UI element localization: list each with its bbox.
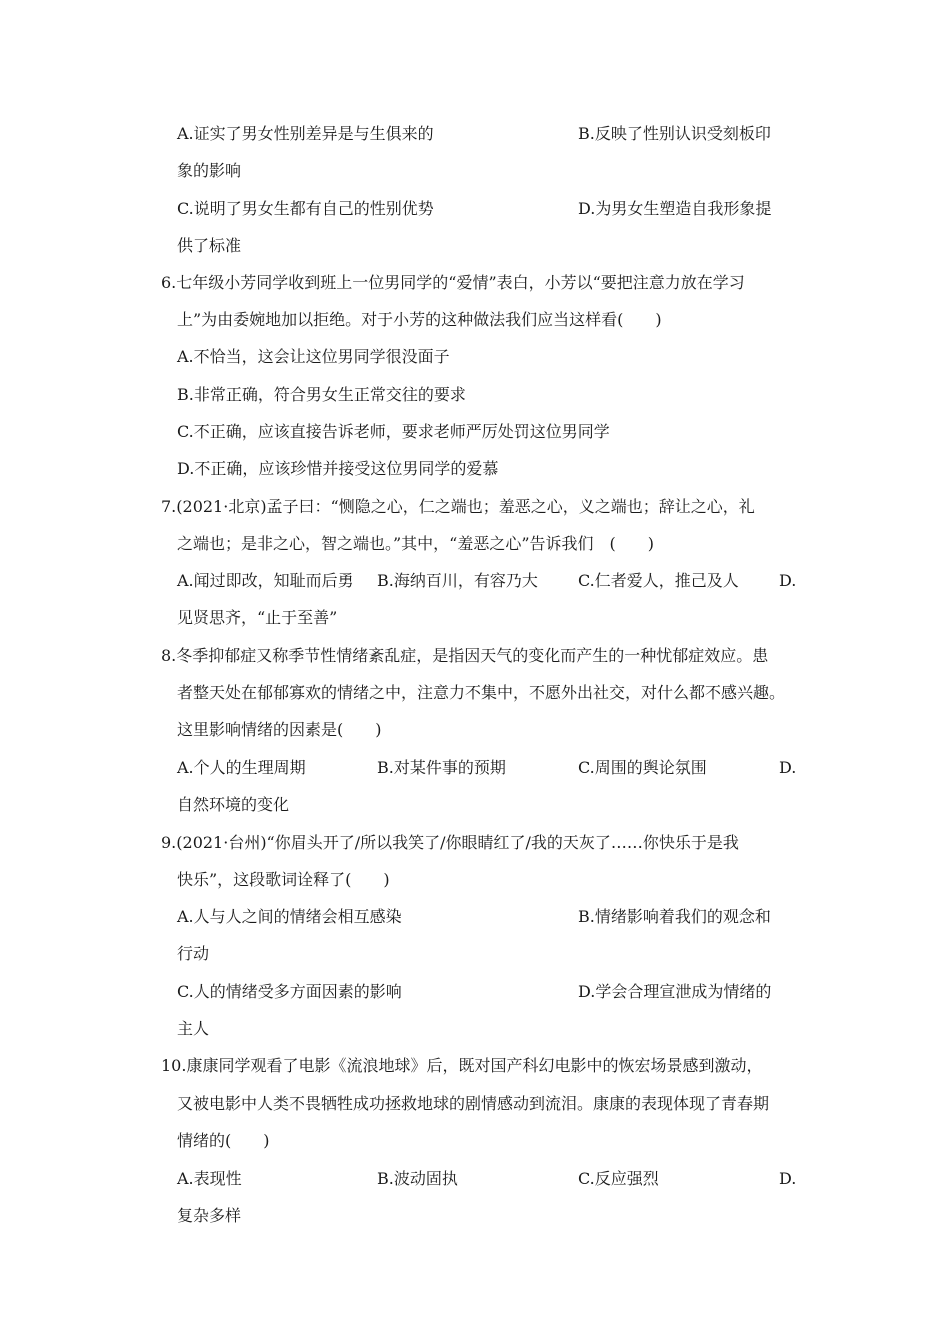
q9-option-b: B.情绪影响着我们的观念和 [578,907,771,926]
q8-option-a: A.个人的生理周期 [177,758,306,777]
q10-option-a: A.表现性 [177,1169,242,1188]
q5-option-c: C.说明了男女生都有自己的性别优势 [177,199,434,218]
q8-option-c: C.周围的舆论氛围 [578,758,707,777]
q7-option-d: 见贤思齐，“止于至善” [177,608,338,627]
q6-option-b: B.非常正确，符合男女生正常交往的要求 [177,385,466,404]
q6-stem-line2: 上”为由委婉地加以拒绝。对于小芳的这种做法我们应当这样看( ) [177,310,662,329]
q8-stem-line2: 者整天处在郁郁寡欢的情绪之中，注意力不集中，不愿外出社交，对什么都不感兴趣。 [177,683,786,702]
q6-option-d: D.不正确，应该珍惜并接受这位男同学的爱慕 [177,459,499,478]
q9-option-c: C.人的情绪受多方面因素的影响 [177,982,402,1001]
q9-stem-line2: 快乐”，这段歌词诠释了( ) [177,870,390,889]
q8-stem-line1: 8.冬季抑郁症又称季节性情绪紊乱症，是指因天气的变化而产生的一种忧郁症效应。患 [161,646,769,665]
q10-option-c: C.反应强烈 [578,1169,659,1188]
q10-option-d: 复杂多样 [177,1206,242,1225]
q7-stem-line1: 7.(2021·北京)孟子曰：“恻隐之心，仁之端也；羞恶之心，义之端也；辞让之心，礼 [161,497,755,516]
q10-stem-line3: 情绪的( ) [177,1131,270,1150]
q9-stem-line1: 9.(2021·台州)“你眉头开了/所以我笑了/你眼睛红了/我的天灰了……你快乐于是我 [161,833,739,852]
q8-option-d-label: D. [779,758,797,777]
q7-stem-line2: 之端也；是非之心，智之端也。”其中，“羞恶之心”告诉我们 ( ) [177,534,655,553]
q7-option-a: A.闻过即改，知耻而后勇 [177,571,354,590]
q8-option-b: B.对某件事的预期 [377,758,506,777]
q5-option-b: B.反映了性别认识受刻板印 [578,124,771,143]
q8-stem-line3: 这里影响情绪的因素是( ) [177,720,382,739]
q9-option-d: D.学会合理宣泄成为情绪的 [578,982,772,1001]
q6-stem-line1: 6.七年级小芳同学收到班上一位男同学的“爱情”表白，小芳以“要把注意力放在学习 [161,273,745,292]
q7-option-b: B.海纳百川，有容乃大 [377,571,538,590]
q9-option-d-cont: 主人 [177,1019,210,1038]
q10-stem-line1: 10.康康同学观看了电影《流浪地球》后，既对国产科幻电影中的恢宏场景感到激动， [161,1056,763,1075]
q5-option-d-cont: 供了标准 [177,236,242,255]
q9-option-a: A.人与人之间的情绪会相互感染 [177,907,402,926]
q10-option-b: B.波动固执 [377,1169,458,1188]
q9-option-b-cont: 行动 [177,944,210,963]
q10-option-d-label: D. [779,1169,797,1188]
q8-option-d: 自然环境的变化 [177,795,290,814]
q5-option-a: A.证实了男女性别差异是与生俱来的 [177,124,434,143]
q5-option-d: D.为男女生塑造自我形象提 [578,199,772,218]
q6-option-c: C.不正确，应该直接告诉老师，要求老师严厉处罚这位男同学 [177,422,610,441]
q7-option-c: C.仁者爱人，推己及人 [578,571,739,590]
q6-option-a: A.不恰当，这会让这位男同学很没面子 [177,347,450,366]
q10-stem-line2: 又被电影中人类不畏牺牲成功拯救地球的剧情感动到流泪。康康的表现体现了青春期 [177,1094,770,1113]
q7-option-d-label: D. [779,571,797,590]
q5-option-b-cont: 象的影响 [177,161,242,180]
